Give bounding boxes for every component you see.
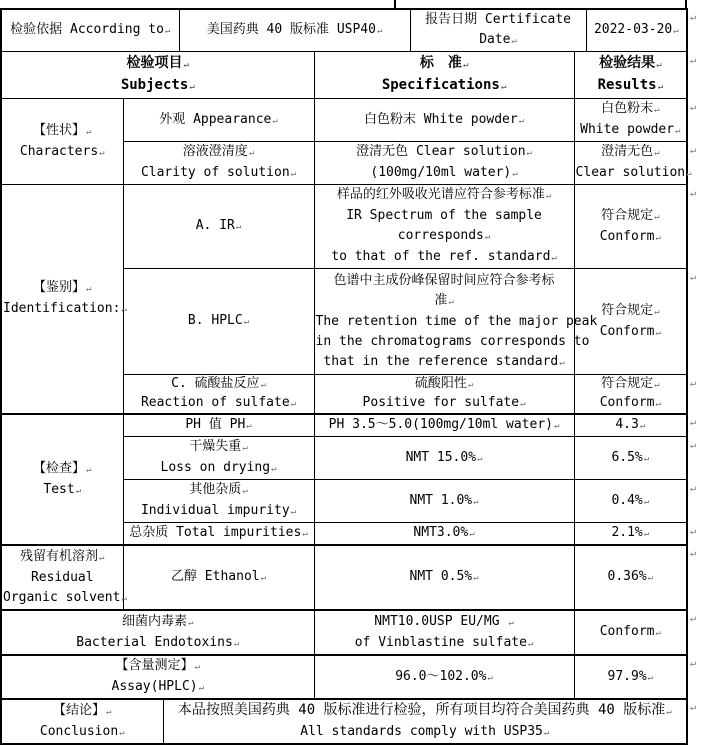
subject-line: PH 值 PH↵ [185,417,252,432]
cell-category-residual-solvent [1,545,127,610]
cell-subject-ethanol [123,545,314,610]
result-line: White powder↵ [580,122,681,137]
paragraph-mark: ↵ [487,672,493,683]
spec-line: 样品的红外吸收光谱应符合参考标准↵ [336,187,552,202]
row-end-mark: ↵ [690,548,697,559]
spec-line: NMT3.0%↵ [413,525,475,540]
result-line: Conform↵ [599,323,661,339]
spec-line: IR Spectrum of the sample [346,208,542,223]
conclusion-line: 本品按照美国药典 40 版标准进行检验，所有项目均符合美国药典 40 版标准↵ [177,702,672,718]
paragraph-mark: ↵ [242,486,248,496]
subject-line: B. HPLC↵ [187,313,250,328]
paragraph-mark: ↵ [233,638,240,649]
paragraph-mark: ↵ [290,507,297,517]
basis-value: 美国药典 40 版标准 USP40↵ [206,22,383,37]
header-line: Results↵ [597,77,664,93]
category-line: 【性状】↵ [33,122,92,138]
subject-line: 其他杂质↵ [189,482,248,497]
category-line: Conclusion↵ [39,723,125,739]
subject-line: Loss on drying↵ [160,460,277,475]
col-header-subjects [1,52,314,99]
paragraph-mark: ↵ [666,707,672,717]
subject-line: 外观 Appearance↵ [159,111,278,127]
category-line: 【检查】↵ [33,460,92,476]
cell-subject-impurity [123,480,314,523]
paragraph-mark: ↵ [106,706,112,717]
cell-subject-clarity [123,142,314,185]
result-line: Conform↵ [599,624,661,639]
paragraph-mark: ↵ [643,529,650,539]
cell-subject-lod [123,437,314,480]
conclusion-line: All standards comply with USP35↵ [300,724,550,739]
row-end-mark: ↵ [690,377,697,389]
cell-spec-assay [314,655,574,699]
paragraph-mark: ↵ [527,638,534,649]
paragraph-mark: ↵ [655,628,661,638]
paragraph-mark: ↵ [484,232,491,242]
result-line: 0.36%↵ [607,569,654,584]
result-line: Clear solution↵ [575,165,692,180]
cell-result-assay [574,655,687,699]
paragraph-mark: ↵ [654,306,660,317]
paragraph-mark: ↵ [260,573,267,583]
paragraph-mark: ↵ [473,496,479,507]
cell-conclusion-label [1,699,163,744]
cell-subject-endotoxins [1,610,314,655]
subject-line: A. IR↵ [195,218,242,233]
row-end-mark: ↵ [690,482,697,494]
paragraph-mark: ↵ [647,672,654,683]
subject-line: C. 硫酸盐反应↵ [171,376,266,391]
paragraph-mark: ↵ [647,573,654,583]
header-line: Subjects↵ [120,77,195,93]
cell-result-ir [574,185,687,269]
paragraph-mark: ↵ [643,453,650,464]
row-end-mark: ↵ [690,658,697,669]
spec-line: 硫酸阳性↵ [414,376,474,391]
spec-line: 准↵ [434,292,454,308]
cell-spec-appearance [314,99,574,142]
subject-line: Reaction of sulfate↵ [140,395,297,410]
paragraph-mark: ↵ [189,82,195,92]
result-line: 4.3↵ [615,417,646,432]
category-line: Characters↵ [19,143,105,159]
cell-result-total-impurities [574,523,687,546]
spec-line: NMT 1.0%↵ [409,492,479,508]
paragraph-mark: ↵ [272,115,278,126]
subject-line: 乙醇 Ethanol↵ [170,569,267,584]
cell-category-test [1,414,123,545]
paragraph-mark: ↵ [119,727,125,738]
paragraph-mark: ↵ [559,357,565,368]
paragraph-mark: ↵ [243,317,250,327]
paragraph-mark: ↵ [551,253,557,263]
paragraph-mark: ↵ [86,464,92,475]
paragraph-mark: ↵ [302,529,308,539]
category-line: Organic solvent↵ [3,589,127,605]
paragraph-mark: ↵ [467,380,474,390]
paragraph-mark: ↵ [656,60,662,70]
spec-line: Positive for sulfate↵ [362,395,526,410]
date-label-line: 报告日期 Certificate [425,12,572,27]
paragraph-mark: ↵ [235,222,242,232]
paragraph-mark: ↵ [655,232,661,243]
subject-line: Assay(HPLC)↵ [111,679,205,694]
spec-line: that in the reference standard↵ [323,353,565,369]
row-ir [1,185,687,269]
cell-subject-appearance [123,99,314,142]
result-line: 2.1%↵ [611,525,650,540]
spec-line: NMT 0.5%↵ [409,569,479,584]
category-line: 【鉴别】↵ [33,280,92,295]
header-line: 检验结果↵ [599,55,662,71]
spec-line: to that of the ref. standard↵ [331,249,557,264]
paragraph-mark: ↵ [473,573,479,583]
cell-spec-impurity [314,480,574,523]
cell-result-ph [574,414,687,437]
spec-line: of Vinblastine sulfate↵ [354,634,534,650]
category-line: Test↵ [43,481,82,497]
spec-line: The retention time of the major peak [315,313,598,329]
cell-result-endotoxins [574,610,687,655]
row-end-mark: ↵ [690,187,697,199]
cell-basis-value [179,9,410,52]
paragraph-mark: ↵ [242,443,248,453]
cell-subject-ph [123,414,314,437]
paragraph-mark: ↵ [643,496,650,507]
subject-line: 总杂质 Total impurities↵ [129,525,308,540]
result-line: Conform↵ [599,395,661,410]
cell-result-sulfate [574,375,687,415]
row-end-mark: ↵ [690,101,697,113]
cell-spec-hplc [314,269,598,375]
result-line: 白色粉末↵ [601,101,660,116]
paragraph-mark: ↵ [198,683,205,693]
header-line: 检验项目↵ [126,55,189,71]
row-header [1,52,687,99]
subject-line: 干燥失重↵ [189,439,248,454]
cell-spec-ir [314,185,574,269]
paragraph-mark: ↵ [376,26,383,36]
paragraph-mark: ↵ [448,296,454,307]
paragraph-mark: ↵ [655,327,661,338]
paragraph-mark: ↵ [121,593,127,604]
spec-line: 96.0～102.0%↵ [395,668,493,684]
row-end-mark: ↵ [690,439,697,451]
paragraph-mark: ↵ [675,126,681,136]
result-line: 符合规定↵ [601,376,660,391]
paragraph-mark: ↵ [290,399,297,409]
spec-line: NMT 15.0%↵ [405,449,483,465]
result-line: 澄清无色↵ [601,144,660,159]
row-ethanol [1,545,687,610]
col-header-results [574,52,687,99]
paragraph-mark: ↵ [508,617,514,628]
cell-spec-sulfate [314,375,574,415]
paragraph-mark: ↵ [512,169,518,179]
result-line: Conform↵ [599,228,661,244]
col-header-specifications [314,52,574,99]
row-end-mark: ↵ [690,144,697,156]
result-line: 0.4%↵ [611,492,650,508]
row-end-mark: ↵ [690,613,697,624]
row-basis [1,9,687,52]
paragraph-mark: ↵ [164,26,171,36]
cell-subject-total-impurities [123,523,314,546]
paragraph-mark: ↵ [655,399,661,409]
paragraph-mark: ↵ [526,148,532,158]
subject-line: Bacterial Endotoxins↵ [76,634,240,650]
paragraph-mark: ↵ [188,617,194,628]
paragraph-mark: ↵ [477,453,483,464]
row-conclusion [1,699,687,744]
subject-line: 细菌内毒素↵ [122,613,194,629]
paragraph-mark: ↵ [639,421,646,431]
cell-subject-hplc [123,269,314,375]
result-line: 6.5%↵ [611,449,650,465]
cell-spec-lod [314,437,574,480]
date-label-line: Date↵ [479,32,517,47]
cell-result-lod [574,437,687,480]
paragraph-mark: ↵ [520,399,526,409]
paragraph-mark: ↵ [545,191,552,201]
paragraph-mark: ↵ [518,115,525,126]
paragraph-mark: ↵ [99,552,105,563]
paragraph-mark: ↵ [194,662,200,672]
paragraph-mark: ↵ [99,147,105,158]
spec-line: NMT10.0USP EU/MG ↵ [374,613,514,629]
row-end-mark: ↵ [690,525,697,537]
cell-spec-ph [314,414,574,437]
cell-subject-sulfate [123,375,314,415]
cell-spec-clarity [314,142,574,185]
paragraph-mark: ↵ [121,305,127,315]
cell-report-date-label [410,9,586,52]
spec-line: 澄清无色 Clear solution↵ [356,144,532,159]
paragraph-mark: ↵ [248,148,255,158]
subject-line: 【含量测定】↵ [115,658,200,673]
row-end-mark: ↵ [690,271,697,283]
coa-table [0,8,692,745]
header-line: Specifications↵ [381,77,507,93]
paragraph-mark: ↵ [543,728,550,738]
row-end-mark: ↵ [690,54,697,66]
cell-subject-ir [123,185,314,269]
subject-line: Clarity of solution↵ [140,165,297,180]
paragraph-mark: ↵ [553,421,560,431]
paragraph-mark: ↵ [246,421,252,431]
row-end-mark: ↵ [690,702,697,713]
result-line: 符合规定↵ [601,207,660,223]
cell-conclusion-text [163,699,687,744]
spec-line: 白色粉末 White powder↵ [363,111,525,127]
paragraph-mark: ↵ [86,126,92,137]
paragraph-mark: ↵ [657,82,664,92]
paragraph-mark: ↵ [469,529,475,539]
paragraph-mark: ↵ [511,36,517,46]
category-line: Residual [30,569,94,585]
paragraph-mark: ↵ [686,169,692,179]
spec-line: corresponds↵ [397,228,491,243]
paragraph-mark: ↵ [75,485,82,496]
category-line: 残留有机溶剂↵ [20,548,105,564]
paragraph-mark: ↵ [654,380,660,390]
paragraph-mark: ↵ [673,26,679,36]
row-appearance [1,99,687,142]
row-assay [1,655,687,699]
row-endotoxins [1,610,687,655]
cell-result-appearance [574,99,687,142]
cell-basis-label [1,9,179,52]
spec-line: PH 3.5～5.0(100mg/10ml water)↵ [328,417,560,432]
row-end-mark: ↵ [690,417,697,428]
paragraph-mark: ↵ [290,169,297,179]
paragraph-mark: ↵ [271,464,277,474]
row-ph [1,414,687,437]
paragraph-mark: ↵ [654,105,660,115]
category-line: 【结论】↵ [53,702,112,718]
cell-subject-assay [1,655,314,699]
paragraph-mark: ↵ [183,60,189,70]
category-line: Identification:↵ [3,301,127,316]
paragraph-mark: ↵ [260,380,266,390]
cell-spec-ethanol [314,545,574,610]
header-line: 标 准↵ [419,55,469,71]
cell-spec-total-impurities [314,523,574,546]
cell-result-impurity [574,480,687,523]
cell-spec-endotoxins [314,610,574,655]
result-line: 符合规定↵ [601,302,660,318]
subject-line: Individual impurity↵ [140,503,297,518]
paragraph-mark: ↵ [462,60,469,70]
spec-line: (100mg/10ml water)↵ [370,165,518,180]
paragraph-mark: ↵ [86,284,92,294]
paragraph-mark: ↵ [654,211,660,222]
basis-label: 检验依据 According to↵ [10,22,171,37]
result-line: 97.9%↵ [607,668,654,684]
cell-result-ethanol [574,545,687,610]
cell-category-identification [1,185,127,415]
paragraph-mark: ↵ [500,82,507,92]
paragraph-mark: ↵ [654,148,660,158]
spec-line: in the chromatograms corresponds to [315,333,590,349]
date-value: 2022-03-20↵ [593,22,679,37]
row-end-mark: ↵ [690,12,697,23]
cell-report-date-value [586,9,687,52]
spec-line: 色谱中主成份峰保留时间应符合参考标 [333,272,555,288]
subject-line: 溶液澄清度↵ [182,144,255,159]
cell-result-clarity [574,142,692,185]
cell-category-characters [1,99,123,185]
